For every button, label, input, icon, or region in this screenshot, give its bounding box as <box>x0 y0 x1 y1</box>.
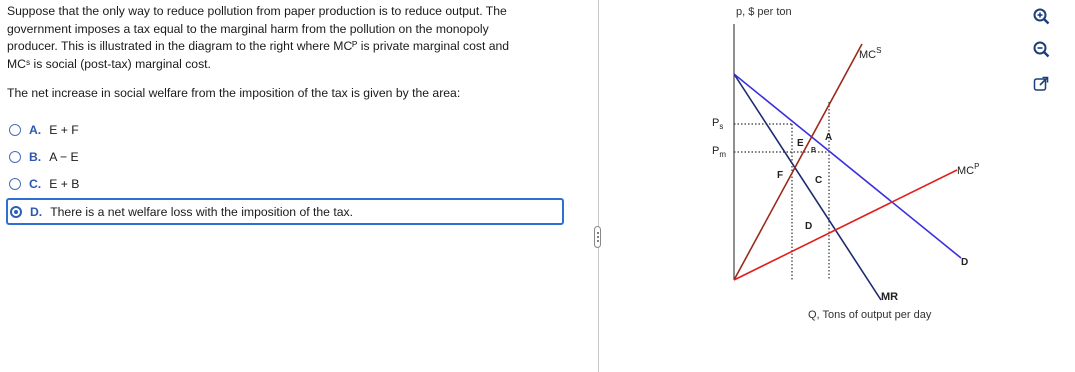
mr-label: MR <box>881 291 899 303</box>
option-d[interactable] <box>6 198 564 225</box>
option-text: A − E <box>49 150 79 164</box>
area-b-label: B <box>811 147 817 154</box>
welfare-diagram <box>699 0 999 340</box>
option-text: There is a net welfare loss with the imposition of the tax. <box>50 204 353 219</box>
option-letter: B. <box>29 150 42 164</box>
question-line: government imposes a tax equal to the marginal harm from the pollution on the monopoly <box>7 21 489 36</box>
question-line: MCˢ is social (post-tax) marginal cost. <box>7 56 211 71</box>
area-d-label: D <box>805 221 813 232</box>
radio-button[interactable] <box>9 151 21 163</box>
area-c-label: C <box>815 175 823 186</box>
demand-label: D <box>961 257 969 268</box>
x-axis-label: Q, Tons of output per day <box>808 309 932 321</box>
ps-label: $P_s$ <box>712 117 724 131</box>
resize-handle[interactable] <box>594 226 601 248</box>
question-text <box>7 3 567 73</box>
option-letter: D. <box>30 204 43 219</box>
area-e-label: E <box>797 138 804 149</box>
radio-button[interactable] <box>9 124 21 136</box>
area-a-label: A <box>825 132 833 143</box>
option-text: E + F <box>49 123 79 137</box>
mcp-label: $MC^P$ <box>957 162 980 177</box>
option-text: E + B <box>49 177 80 191</box>
question-line: producer. This is illustrated in the diagram to the right where MCᴾ is private marginal cost and <box>7 39 510 53</box>
question-prompt: The net increase in social welfare from the imposition of the tax is given by the area: <box>7 86 461 100</box>
option-letter: C. <box>29 177 42 191</box>
area-f-label: F <box>777 170 784 181</box>
pm-label: $P_m$ <box>712 145 727 159</box>
open-external-icon[interactable] <box>1032 75 1050 93</box>
zoom-in-icon[interactable] <box>1032 7 1050 25</box>
option-letter: A. <box>29 123 42 137</box>
y-axis-label: p, $ per ton <box>736 6 792 18</box>
option-b[interactable] <box>7 145 79 169</box>
panel-divider <box>598 0 599 372</box>
option-c[interactable] <box>7 172 79 196</box>
radio-button[interactable] <box>10 206 22 218</box>
mcp-curve <box>734 170 957 280</box>
zoom-out-icon[interactable] <box>1032 40 1050 58</box>
mr-curve <box>734 74 881 300</box>
radio-button[interactable] <box>9 178 21 190</box>
demand-curve <box>734 74 961 258</box>
option-a[interactable] <box>7 118 79 142</box>
question-line: Suppose that the only way to reduce pollution from paper production is to reduce output. The <box>7 4 507 18</box>
mcs-label: $MC^S$ <box>859 46 882 61</box>
